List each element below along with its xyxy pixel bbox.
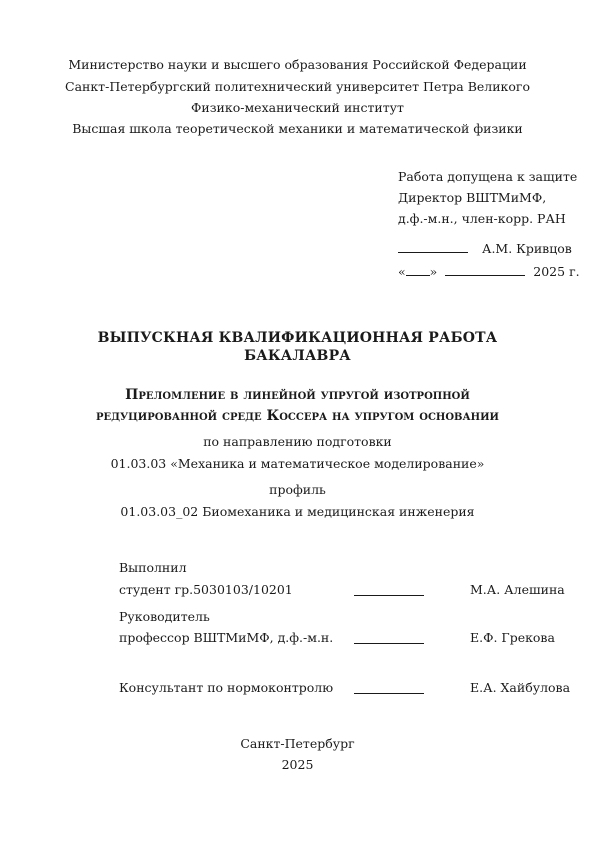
date-close-quote: » (429, 264, 438, 279)
school-line: Высшая школа теоретической механики и математической физики (72, 121, 523, 136)
work-type-line-1: ВЫПУСКНАЯ КВАЛИФИКАЦИОННАЯ РАБОТА (97, 330, 498, 346)
profile-value: 01.03.03_02 Биомеханика и медицинская инженерия (120, 504, 475, 519)
profile-label: профиль (269, 482, 326, 497)
supervisor-name: Е.Ф. Грекова (470, 630, 555, 645)
director-signature-blank (398, 241, 468, 253)
consultant-name: Е.А. Хайбулова (470, 680, 571, 695)
supervisor-position: профессор ВШТМиМФ, д.ф.-м.н. (119, 630, 334, 645)
thesis-title-line-1: Преломление в линейной упругой изотропной (125, 387, 470, 403)
supervisor-role: Руководитель (119, 609, 210, 624)
direction-value: 01.03.03 «Механика и математическое моделирование» (110, 456, 485, 471)
date-year: 2025 г. (533, 264, 580, 279)
performer-position: студент гр.5030103/10201 (119, 582, 293, 597)
approval-date-row (398, 264, 580, 279)
performer-role: Выполнил (119, 560, 187, 575)
supervisor-signature-blank (354, 632, 424, 644)
footer-city: Санкт-Петербург (240, 736, 355, 751)
approval-line-1: Работа допущена к защите (398, 169, 578, 184)
direction-label: по направлению подготовки (203, 434, 392, 449)
work-type-line-2: БАКАЛАВРА (244, 348, 351, 364)
director-name: А.М. Кривцов (481, 241, 572, 256)
director-signature-row (398, 241, 572, 256)
institute-line: Физико-механический институт (191, 100, 404, 115)
date-open-quote: « (398, 264, 406, 279)
consultant-position: Консультант по нормоконтролю (119, 680, 334, 695)
date-month-blank (445, 264, 525, 276)
thesis-title-line-2: редуцированной среде Коссера на упругом основании (95, 408, 500, 424)
consultant-signature-blank (354, 682, 424, 694)
university-line: Санкт-Петербургский политехнический университет Петра Великого (65, 79, 530, 94)
performer-signature-blank (354, 584, 424, 596)
ministry-line: Министерство науки и высшего образования Российской Федерации (68, 57, 527, 72)
approval-line-2: Директор ВШТМиМФ, (398, 190, 547, 205)
performer-name: М.А. Алешина (470, 582, 565, 597)
date-day-blank (406, 264, 430, 276)
approval-line-3: д.ф.-м.н., член-корр. РАН (398, 211, 566, 226)
footer-year: 2025 (281, 757, 314, 772)
